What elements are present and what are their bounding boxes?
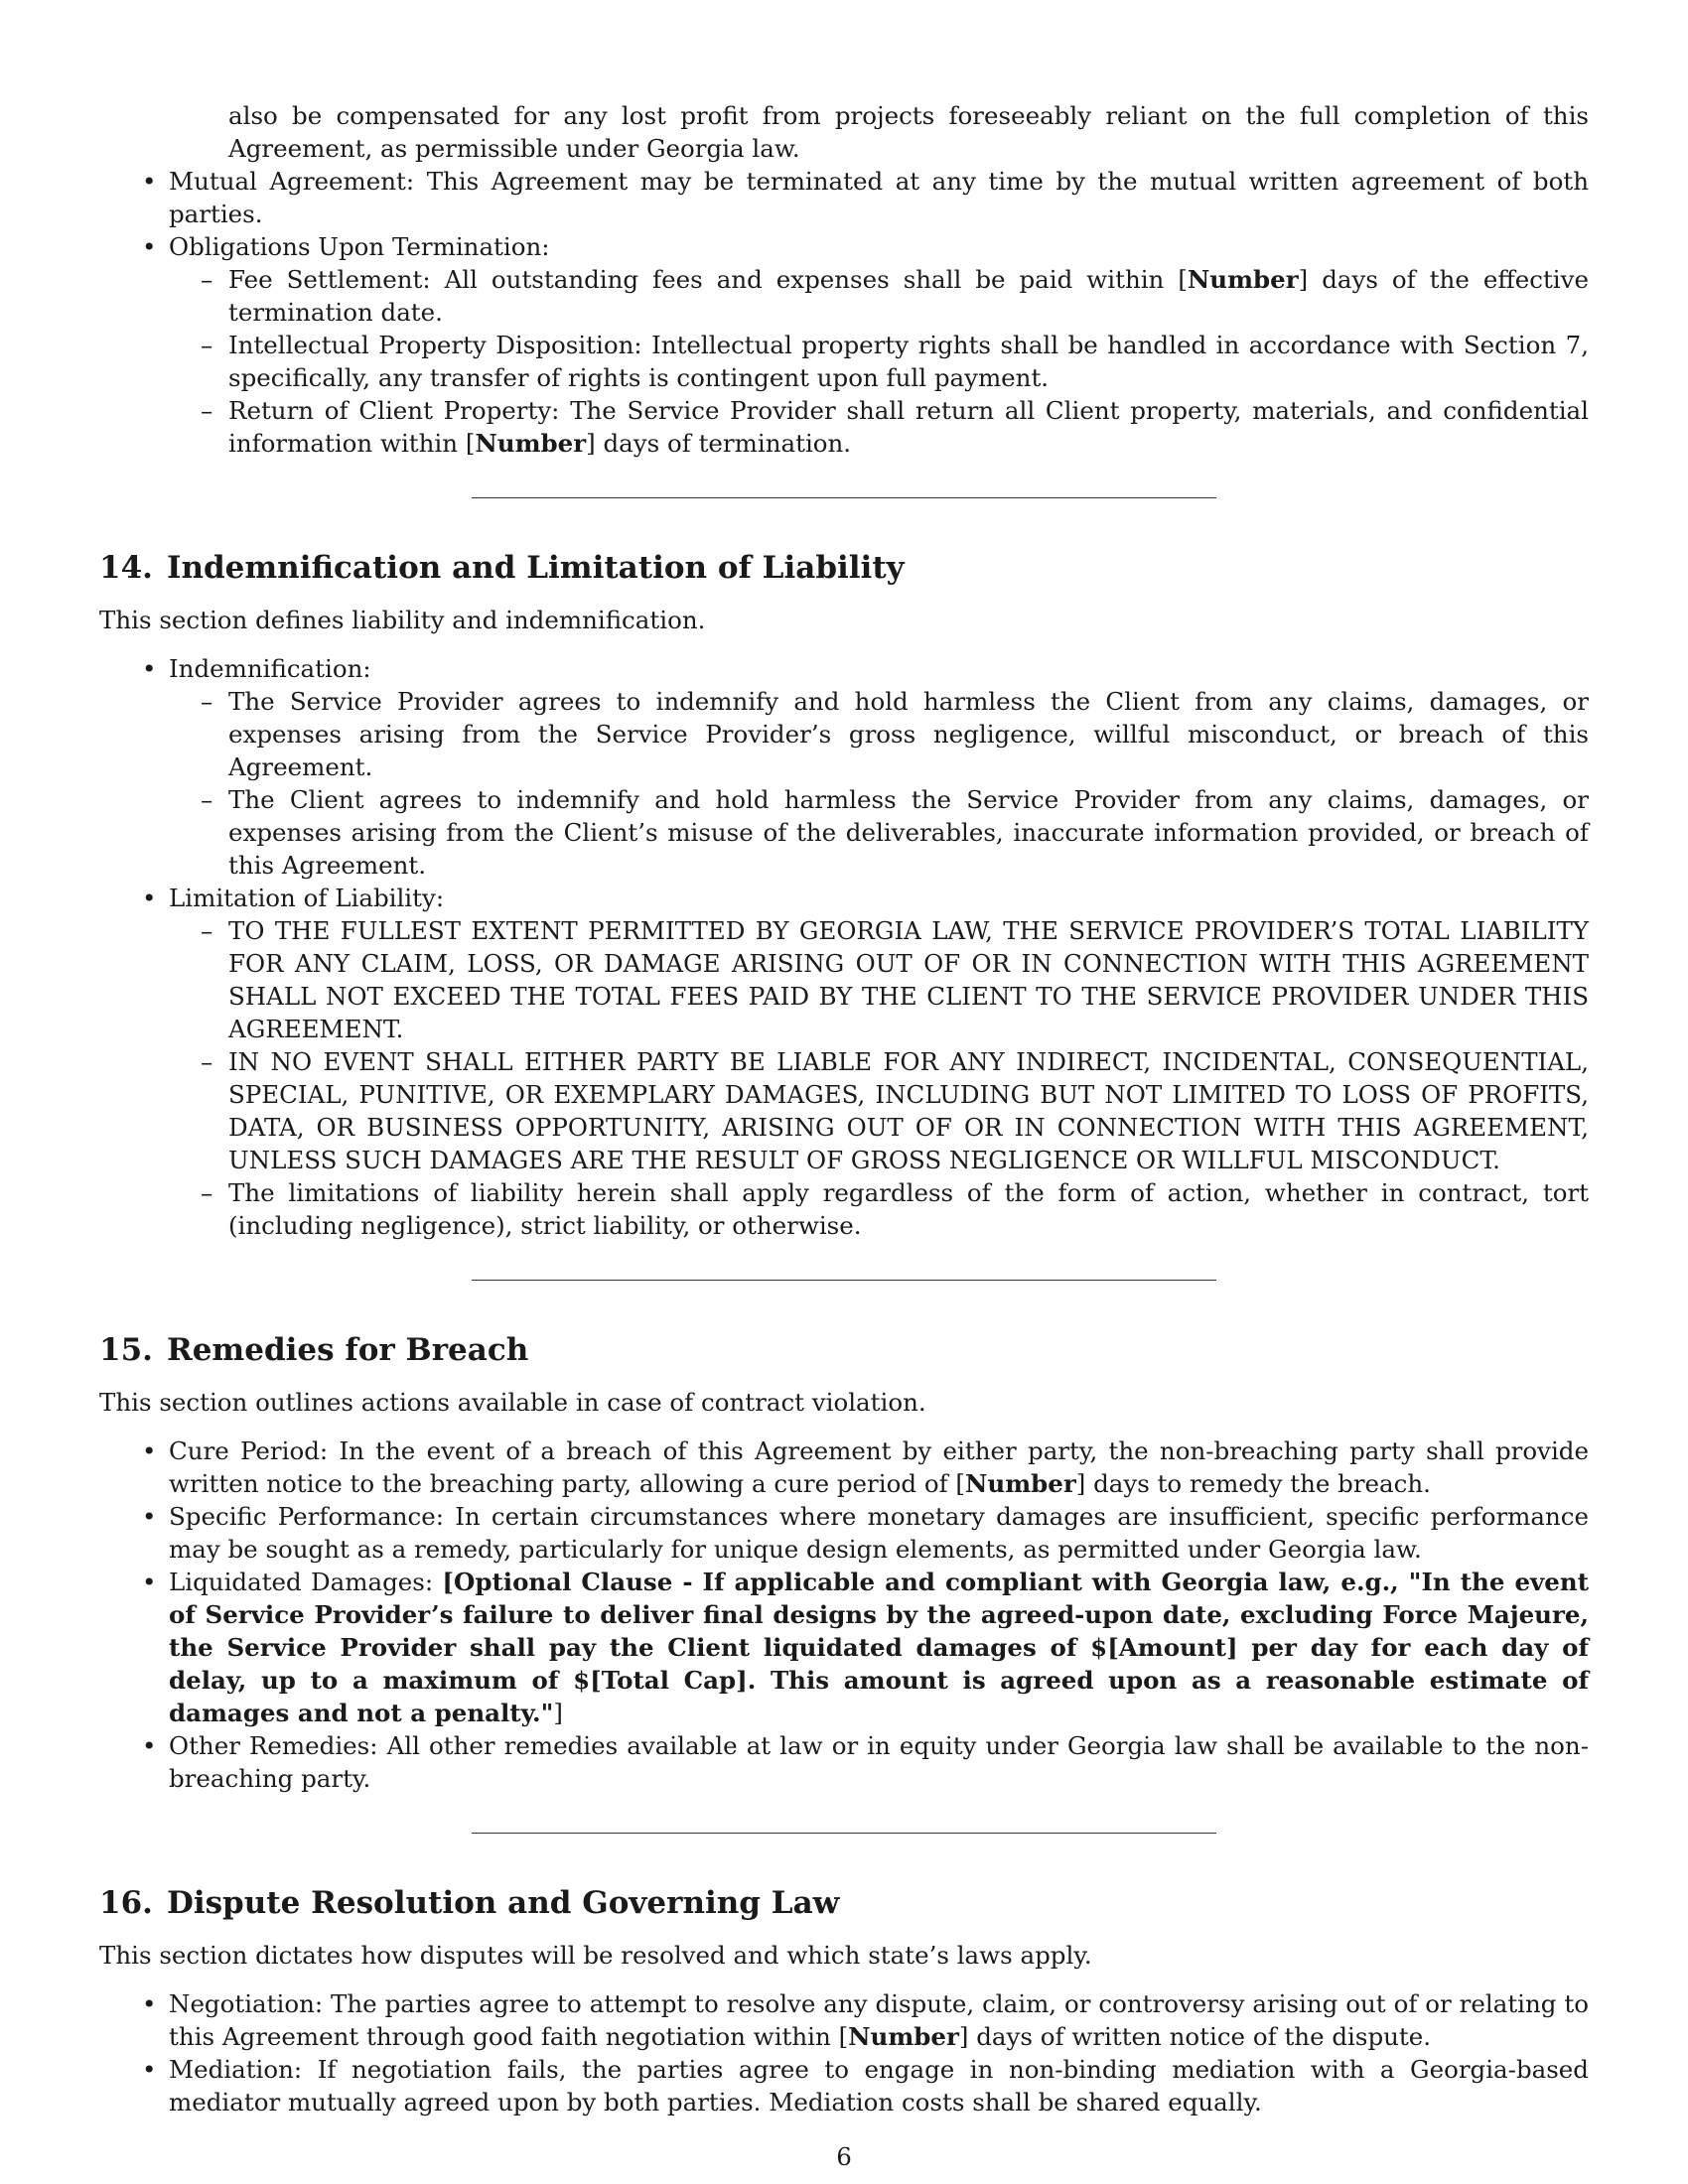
list-item-obligations [99,230,1589,460]
placeholder-number: Number [964,1469,1076,1498]
item-text: In the event of a breach of this Agreement by either party, the non-breaching party shall provide written notice to the breaching party, allowing a cure period of [ [169,1436,1589,1498]
item-label: Indemnification: [169,654,371,683]
sublist-item: – The limitations of liability herein shall apply regardless of the form of action, whether in contract, tort (including negligence), strict liability, or otherwise. [169,1176,1589,1242]
item-label: Mediation: [169,2055,303,2084]
list-item-specific-performance [99,1500,1589,1566]
section-title: Indemnification and Limitation of Liability [166,550,905,586]
sublist-item: – The Client agrees to indemnify and hold harmless the Service Provider from any claims, damages, or expenses arising from the Client’s misuse of the deliverables, inaccurate information provided, or breach of this Agreement. [169,783,1589,882]
section-intro: This section dictates how disputes will be resolved and which state’s laws apply. [99,1941,1092,1970]
sublist-item-ip-disposition [169,329,1589,394]
list-item-liquidated-damages [99,1566,1589,1729]
list-item-other-remedies [99,1729,1589,1795]
section-15-list [99,1434,1589,1795]
section-number: 16. [99,1885,153,1921]
placeholder-number: Number [475,429,587,458]
sublist-item: – The Service Provider agrees to indemnify and hold harmless the Client from any claims, damages, or expenses arising from the Service Provider’s gross negligence, willful misconduct, or breach of this Agreement. [169,685,1589,783]
item-label: Liquidated Damages: [169,1568,434,1596]
item-text: ] days of written notice of the dispute. [958,2022,1432,2051]
item-label: Fee Settlement: [228,265,431,294]
sublist-item: – IN NO EVENT SHALL EITHER PARTY BE LIABLE FOR ANY INDIRECT, INCIDENTAL, CONSEQUENTIAL, SPECIAL, PUNITIVE, OR EXEMPLARY DAMAGES, INCLUDING BUT NOT LIMITED TO LOSS OF PROFITS, DATA, OR BUSINESS OPPORTUNITY, ARISING OUT OF OR IN CONNECTION WITH THIS AGREEMENT, UNLESS SUCH DAMAGES ARE THE RESULT OF GROSS NEGLIGENCE OR WILLFUL MISCONDUCT. [169,1045,1589,1176]
bracket-close: ] [553,1699,563,1727]
section-intro: This section outlines actions available in case of contract violation. [99,1388,926,1417]
obligations-sublist [169,263,1589,460]
list-item-indemnification [99,652,1589,882]
item-label: Other Remedies: [169,1731,378,1760]
section-divider [472,1833,1216,1834]
item-text: ] days of the effective termination date. [228,265,1589,327]
section-heading-14 [99,548,1589,588]
section-divider [472,1280,1216,1281]
sublist-item-return-property [169,394,1589,460]
item-label: Specific Performance: [169,1502,445,1531]
sublist-item: – TO THE FULLEST EXTENT PERMITTED BY GEORGIA LAW, THE SERVICE PROVIDER’S TOTAL LIABILITY FOR ANY CLAIM, LOSS, OR DAMAGE ARISING OUT OF OR IN CONNECTION WITH THIS AGREEMENT SHALL NOT EXCEED THE TOTAL FEES PAID BY THE CLIENT TO THE SERVICE PROVIDER UNDER THIS AGREEMENT. [169,914,1589,1045]
section-number: 14. [99,550,153,586]
item-label: Intellectual Property Disposition: [228,331,642,359]
section-16-list [99,1987,1589,2118]
sublist-item-fee-settlement [169,263,1589,329]
termination-list [99,165,1589,460]
item-label: Mutual Agreement: [169,167,415,196]
bracket-open: [ [442,1568,454,1596]
item-text: This Agreement may be terminated at any time by the mutual written agreement of both parties. [169,167,1589,228]
continuation-paragraph: also be compensated for any lost profit from projects foreseeably reliant on the full completion of this Agreement, as permissible under Georgia law. [228,101,1589,163]
item-text: In certain circumstances where monetary damages are insufficient, specific performance may be sought as a remedy, particularly for unique design elements, as permitted under Georgia law. [169,1502,1589,1564]
section-title: Remedies for Breach [166,1332,529,1368]
item-text: ] days to remedy the breach. [1075,1469,1431,1498]
item-text: Intellectual property rights shall be handled in accordance with Section 7, specifically, any transfer of rights is contingent upon full payment. [228,331,1589,392]
list-item-cure-period [99,1434,1589,1500]
item-label: Obligations Upon Termination: [169,232,550,261]
item-text: All other remedies available at law or in equity under Georgia law shall be available to the non-breaching party. [169,1731,1589,1793]
section-heading-16 [99,1883,1589,1923]
item-text: The Service Provider shall return all Client property, materials, and confidential information within [ [228,396,1589,458]
page-number: 6 [836,2142,852,2171]
section-divider [472,497,1216,498]
section-intro: This section defines liability and indemnification. [99,606,706,634]
item-text: If negotiation fails, the parties agree to engage in non-binding mediation with a Georgia-based mediator mutually agreed upon by both parties. Mediation costs shall be shared equally. [169,2055,1589,2116]
document-page [99,99,1589,2118]
item-label: Limitation of Liability: [169,884,445,912]
section-number: 15. [99,1332,153,1368]
list-item-negotiation [99,1987,1589,2053]
placeholder-number: Number [1187,265,1299,294]
optional-clause: Optional Clause - If applicable and compliant with Georgia law, e.g., "In the event of Service Provider’s failure to deliver final designs by the agreed-upon date, excluding Force Majeure, the Service Provider shall pay the Client liquidated damages of $[Amount] per day for each day of delay, up to a maximum of $[Total Cap]. This amount is agreed upon as a reasonable estimate of damages and not a penalty." [169,1568,1590,1727]
item-text: All outstanding fees and expenses shall be paid within [ [444,265,1188,294]
indemnification-sublist [169,685,1589,882]
item-label: Negotiation: [169,1989,324,2018]
item-label: Cure Period: [169,1436,329,1465]
section-title: Dispute Resolution and Governing Law [166,1885,840,1921]
item-label: Return of Client Property: [228,396,560,425]
item-text: The parties agree to attempt to resolve any dispute, claim, or controversy arising out of or relating to this Agreement through good faith negotiation within [ [169,1989,1589,2051]
section-14-list [99,652,1589,1242]
item-text: ] days of termination. [586,429,852,458]
list-item-mutual-agreement [99,165,1589,230]
list-item-limitation [99,882,1589,1242]
limitation-sublist [169,914,1589,1242]
placeholder-number: Number [848,2022,959,2051]
list-item-mediation [99,2053,1589,2118]
section-heading-15 [99,1330,1589,1370]
